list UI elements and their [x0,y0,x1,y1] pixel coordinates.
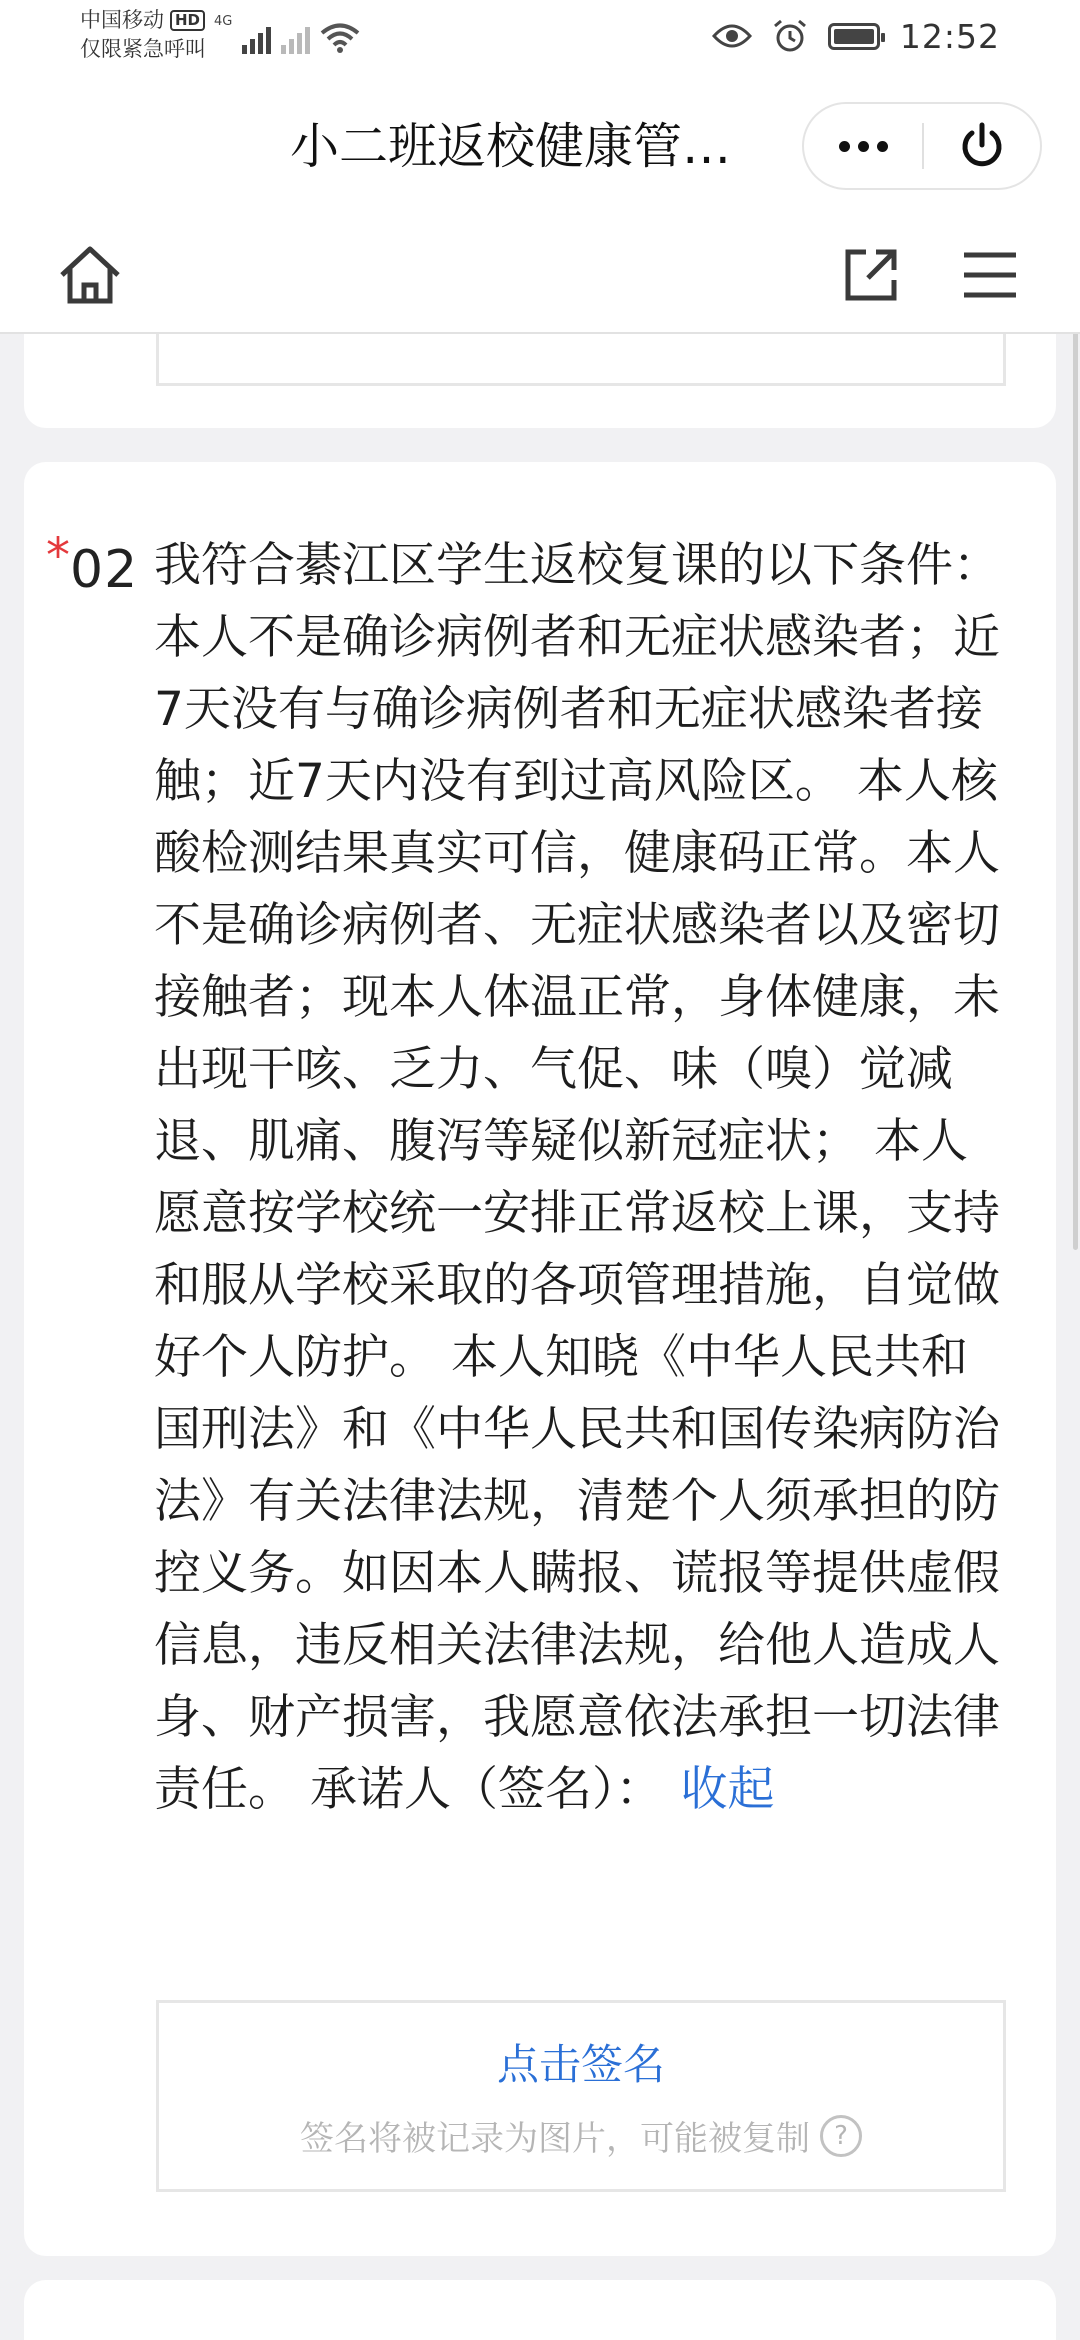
required-mark: * [46,528,70,584]
status-bar [0,0,1080,78]
signal-indicators [214,14,360,54]
home-icon [58,245,122,305]
status-right-group [712,10,1000,62]
menu-button[interactable] [955,240,1025,310]
collapse-link[interactable]: 收起 [680,1762,775,1817]
next-question-card [24,2280,1056,2340]
mini-program-capsule [802,102,1042,190]
signal-bars-no-service-icon [281,27,310,54]
question-header [46,528,139,606]
eye-comfort-icon [712,22,752,50]
previous-question-card [24,334,1056,428]
signal-bars-icon [242,27,271,54]
previous-signature-box [156,334,1006,386]
signature-box[interactable] [156,2000,1006,2192]
hd-badge: HD [170,10,205,31]
more-dots-icon [839,141,888,152]
sign-button[interactable]: 点击签名 [496,2040,665,2089]
alarm-icon [772,18,808,54]
emergency-only-label: 仅限紧急呼叫 [80,37,206,61]
home-button[interactable] [55,240,125,310]
battery-icon [828,23,880,50]
signature-tip-text: 签名将被记录为图片，可能被复制 [300,2119,810,2159]
question-text-block [154,530,1015,1826]
share-icon [842,246,900,304]
power-icon [957,121,1007,171]
toolbar [0,216,1080,334]
signature-tip [159,2111,1003,2160]
more-button[interactable] [804,104,922,188]
wifi-icon [320,22,360,54]
close-button[interactable] [924,104,1040,188]
form-content[interactable] [0,334,1080,2340]
question-card [24,462,1056,2256]
page-title: 小二班返校健康管… [290,118,732,175]
share-button[interactable] [836,240,906,310]
help-icon[interactable]: ? [820,2115,862,2157]
menu-icon [962,250,1018,300]
question-number: 02 [70,540,139,600]
carrier-name: 中国移动 [80,8,164,32]
scrollbar[interactable] [1073,220,1078,1250]
title-bar [0,78,1080,216]
network-type-label: 4G [214,14,233,29]
status-time: 12:52 [899,16,1000,56]
carrier-info [80,6,206,64]
question-text: 我符合綦江区学生返校复课的以下条件： 本人不是确诊病例者和无症状感染者；近7天没有与确诊病例者和无症状感染者接触；近7天内没有到过高风险区。 本人核酸检测结果真实可信，健康码正常。本人不是确诊病例者、无症状感染者以及密切接触者；现本人体温正常，身体健康，未出现干咳、乏力、气促、味（嗅）觉减退、肌痛、腹泻等疑似新冠症状； 本人愿意按学校统一安排正常返校上课，支持和服从学校采取的各项管理措施，自觉做好个人防护。 本人知晓《中华人民共和国刑法》和《中华人民共和国传染病防治法》有关法律法规，清楚个人须承担的防控义务。如因本人瞒报、谎报等提供虚假信息，违反相关法律法规，给他人造成人身、财产损害，我愿意依法承担一切法律责任。 承诺人（签名）： [154,538,1015,1817]
